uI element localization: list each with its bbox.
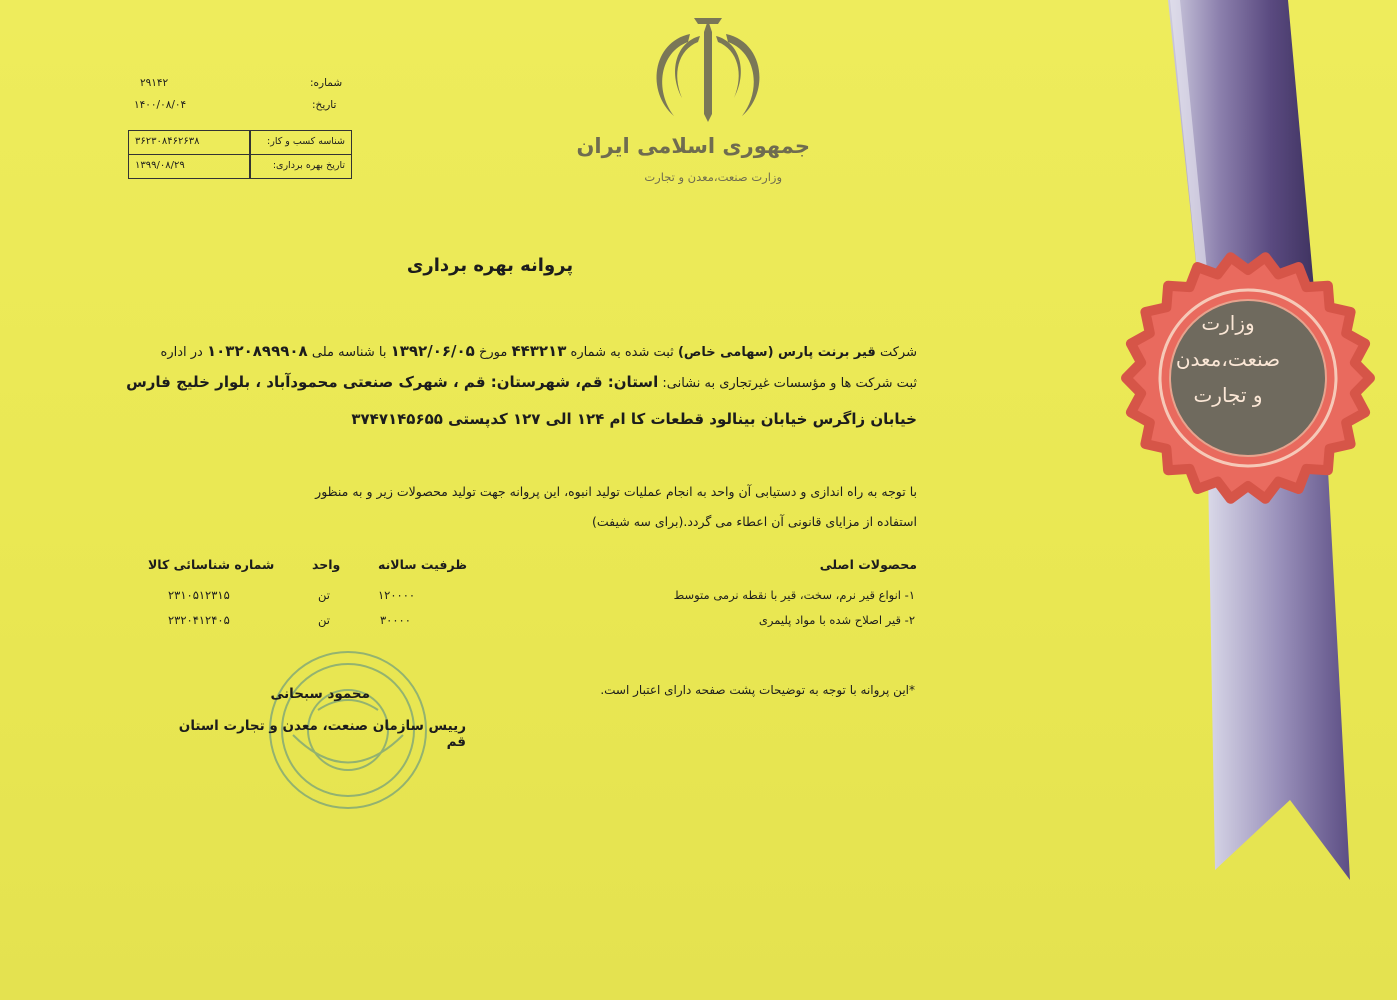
business-id-row [129, 131, 351, 155]
text-segment: با شناسه ملی [311, 345, 387, 360]
registration-date: ۱۳۹۲/۰۶/۰۵ [390, 342, 475, 360]
header-unit: واحد [312, 557, 341, 572]
exploitation-date-label: تاریخ بهره برداری: [272, 160, 345, 171]
text-segment: مورخ [478, 345, 508, 360]
text-segment: در اداره [160, 345, 203, 360]
product-name: ۲- قیر اصلاح شده با مواد پلیمری [758, 613, 915, 627]
address-line-1: استان: قم، شهرستان: قم ، شهرک صنعتی محمودآباد ، بلوار خلیج فارس [126, 373, 659, 391]
org-title: جمهوری اسلامی ایران [576, 134, 810, 158]
product-unit: تن [318, 588, 330, 602]
seal-line: صنعت،معدن [1175, 347, 1281, 371]
header-capacity: ظرفیت سالانه [378, 557, 467, 572]
meta-box [128, 130, 352, 179]
signatory-title: رییس سازمان صنعت، معدن و تجارت استان قم [178, 718, 466, 750]
product-unit: تن [318, 613, 330, 627]
document-title: پروانه بهره برداری [406, 255, 574, 276]
product-code: ۲۳۱۰۵۱۲۳۱۵ [168, 588, 230, 602]
exploitation-date-row [129, 155, 351, 178]
seal-text [1168, 305, 1288, 413]
business-id-value: ۳۶۲۳۰۸۴۶۲۶۳۸ [135, 136, 200, 147]
business-id-label: شناسه کسب و کار: [267, 136, 345, 147]
seal-line: وزارت [1201, 311, 1255, 335]
body-paragraph-2-line-1: با توجه به راه اندازی و دستیابی آن واحد به انجام عملیات تولید انبوه، این پروانه جهت تولید محصولات زیر و به منظور [315, 484, 917, 499]
product-capacity: ۳۰۰۰۰ [380, 613, 411, 627]
date-label: تاریخ: [312, 99, 337, 111]
date-value: ۱۴۰۰/۰۸/۰۴ [134, 99, 187, 111]
address-line-2: خیابان زاگرس خیابان بینالود قطعات کا ام ۱۲۴ الی ۱۲۷ کدپستی ۳۷۴۷۱۴۵۶۵۵ [351, 410, 917, 428]
text-segment: شرکت [879, 345, 917, 360]
number-label: شماره: [310, 77, 343, 89]
body-line-1 [161, 342, 917, 360]
seal-line: و تجارت [1193, 383, 1263, 407]
header-code: شماره شناسائی کالا [148, 557, 275, 572]
iran-emblem-icon [638, 12, 778, 132]
company-name: قیر برنت پارس (سهامی خاص) [677, 345, 876, 360]
body-paragraph-2-line-2: استفاده از مزایای قانونی آن اعطاء می گردد.(برای سه شیفت) [592, 514, 917, 529]
product-capacity: ۱۲۰۰۰۰ [378, 588, 416, 602]
validity-note: *این پروانه با توجه به توضیحات پشت صفحه دارای اعتبار است. [600, 683, 915, 697]
text-segment: ثبت شده به شماره [570, 345, 674, 360]
registration-number: ۴۴۳۲۱۳ [511, 342, 567, 360]
org-subtitle: وزارت صنعت،معدن و تجارت [644, 170, 782, 184]
text-segment: ثبت شرکت ها و مؤسسات غیرتجاری به نشانی: [662, 376, 917, 391]
exploitation-date-value: ۱۳۹۹/۰۸/۲۹ [135, 160, 185, 171]
product-code: ۲۳۲۰۴۱۲۴۰۵ [168, 613, 230, 627]
national-id: ۱۰۳۲۰۸۹۹۹۰۸ [207, 342, 308, 360]
product-name: ۱- انواع قیر نرم، سخت، قیر با نقطه نرمی متوسط [673, 588, 915, 602]
body-line-2 [126, 373, 917, 391]
header-main-products: محصولات اصلی [819, 557, 917, 572]
number-value: ۲۹۱۴۲ [140, 77, 169, 89]
signatory-name: محمود سبحانی [270, 686, 370, 702]
